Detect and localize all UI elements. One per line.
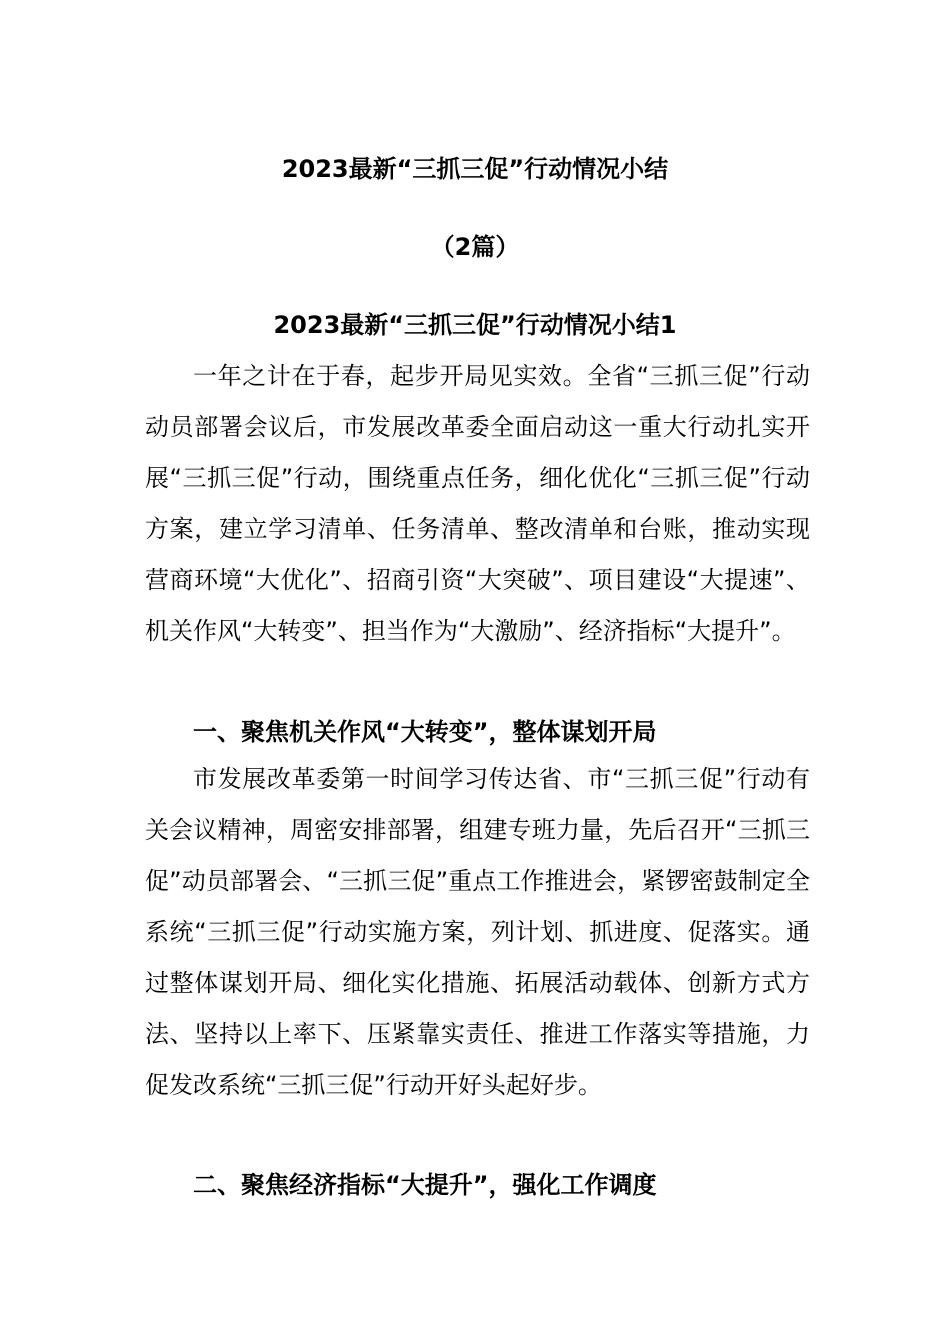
section-title: 2023最新“三抓三促”行动情况小结1 [273,311,677,339]
paragraph-intro: 一年之计在于春，起步开局见实效。全省“三抓三促”行动动员部署会议后，市发展改革委全面启动这一重大行动扎实开展“三抓三促”行动，围绕重点任务，细化优化“三抓三促”行动方案，建立学习清单、任务清单、整改清单和台账，推动实现营商环境“大优化”、招商引资“大突破”、项目建设“大提速”、机关作风“大转变”、担当作为“大激励”、经济指标“大提升”。 [145,362,810,645]
heading-two: 二、聚焦经济指标“大提升”，强化工作调度 [193,1171,657,1199]
document-subtitle: （2篇） [430,233,520,261]
heading-one: 一、聚焦机关作风“大转变”，整体谋划开局 [193,718,657,746]
document-title: 2023最新“三抓三促”行动情况小结 [281,155,669,183]
paragraph-section-one: 市发展改革委第一时间学习传达省、市“三抓三促”行动有关会议精神，周密安排部署，组建专班力量，先后召开“三抓三促”动员部署会、“三抓三促”重点工作推进会，紧锣密鼓制定全系统“三抓三促”行动实施方案，列计划、抓进度、促落实。通过整体谋划开局、细化实化措施、拓展活动载体、创新方式方法、坚持以上率下、压紧靠实责任、推进工作落实等措施，力促发改系统“三抓三促”行动开好头起好步。 [145,765,810,1099]
